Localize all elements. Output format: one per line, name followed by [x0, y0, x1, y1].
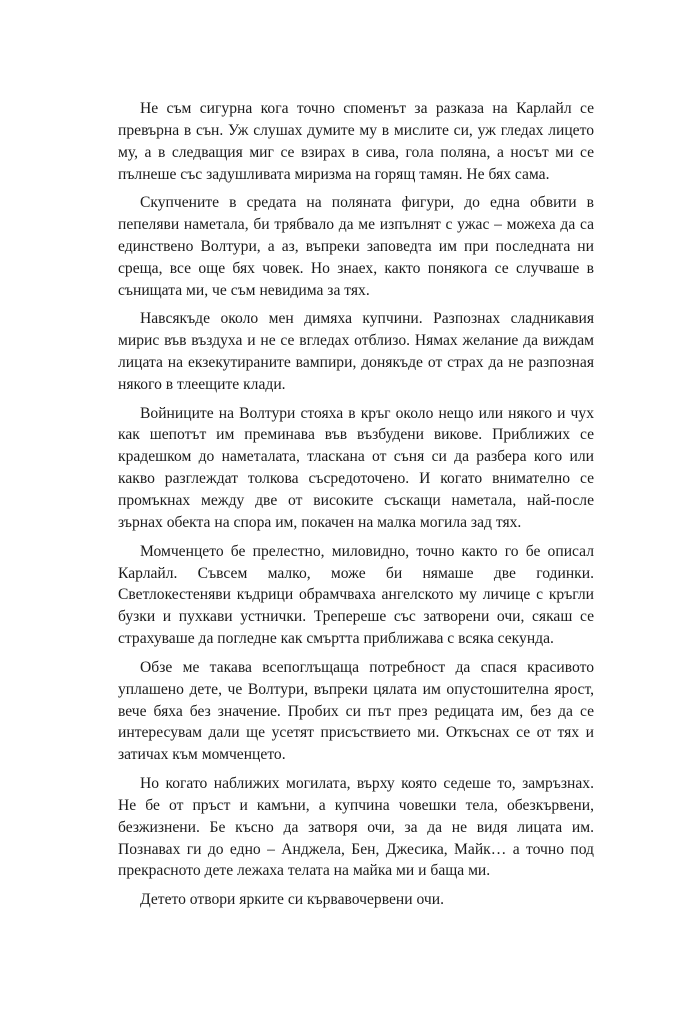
- paragraph-8: Детето отвори ярките си кървавочервени очи.: [140, 890, 444, 908]
- paragraph-7: Но когато наближих могилата, върху която седеше то, замръзнах. Не бе от пръст и камъни, а купчина човешки тела, обезкървени, безжизнени. Бе късно да затворя очи, за да не видя лицата им. Познавах ги до едно – Анджела, Бен, Джесика, Майк… а точно под прекрасното дете лежаха телата на майка ми и баща ми.: [118, 774, 594, 880]
- paragraph-5: Момченцето бе прелестно, миловидно, точно както го бе описал Карлайл. Съвсем малко, може би нямаше две годинки. Светлокестеняви къдрици обрамчваха ангелското му личице с кръгли бузки и пухкави устнички. Трепереше със затворени очи, сякаш се страхуваше да погледне как смъртта приближава с всяка секунда.: [118, 542, 594, 648]
- paragraph-2: Скупчените в средата на поляната фигури, до една обвити в пепеляви наметала, би трябвало да ме изпълнят с ужас – можеха да са единствено Волтури, а аз, въпреки заповедта им при последната ни среща, все още бях човек. Но знаех, както понякога се случваше в сънищата ми, че съм невидима за тях.: [118, 194, 594, 299]
- paragraph-6: Обзе ме такава всепоглъщаща потребност да спася красивото уплашено дете, че Волтури, въпреки цялата им опустошителна ярост, вече бяха без значение. Пробих си път през редицата им, без да се интересувам дали ще усетят присъствието ми. Откъснах се от тях и затичах към момченцето.: [118, 658, 594, 764]
- paragraph-1: Не съм сигурна кога точно споменът за разказа на Карлайл се превърна в сън. Уж слушах думите му в мислите си, уж гледах лицето му, а в следващия миг се взирах в сива, гола поляна, а носът ми се пълнеше със задушливата миризма на горящ тамян. Не бях сама.: [118, 100, 594, 183]
- paragraph-3: Навсякъде около мен димяха купчини. Разпознах сладникавия мирис във въздуха и не се вгледах отблизо. Нямах желание да виждам лицата на екзекутираните вампири, донякъде от страх да не разпозная някого в тлеещите клади.: [118, 310, 594, 394]
- paragraph-4: Войниците на Волтури стояха в кръг около нещо или някого и чух как шепотът им преминава във възбудени викове. Приближих се крадешком до наметалата, тласкана от съня си да разбера кого или какво разглеждат толкова съсредоточено. И когато внимателно се промъкнах между две от високите съскащи наметала, най-после зърнах обекта на спора им, покачен на малка могила зад тях.: [118, 404, 594, 532]
- body-text: [118, 98, 594, 917]
